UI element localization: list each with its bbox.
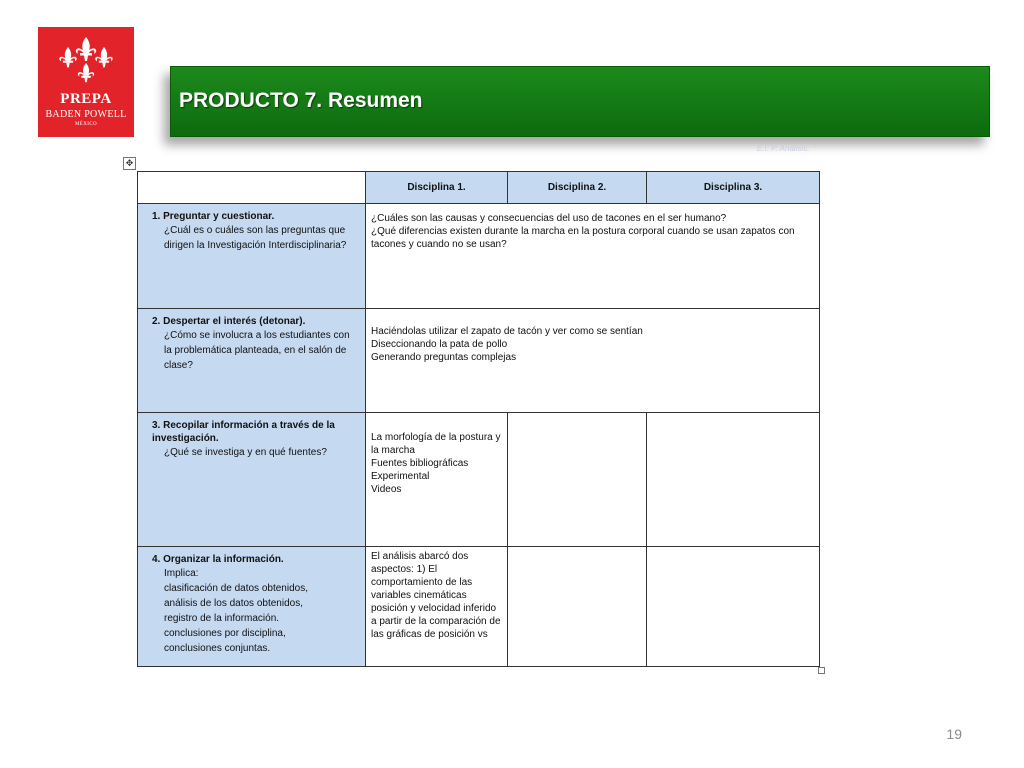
row-4-subtitle-line: clasificación de datos obtenidos,: [164, 583, 308, 594]
row-4-subtitle-line: Implica:: [164, 568, 199, 579]
header-disciplina-2: Disciplina 2.: [508, 172, 647, 204]
row-3-answer-disciplina-2[interactable]: [508, 413, 647, 547]
row-3-answer-disciplina-3[interactable]: [647, 413, 820, 547]
row-3-answer-line: Fuentes bibliográficas: [371, 458, 469, 469]
row-2-subtitle: ¿Cómo se involucra a los estudiantes con la problemática planteada, en el salón de clase?: [164, 330, 350, 371]
row-4-title: 4. Organizar la información.: [152, 554, 284, 565]
row-3-answer-line: La morfología de la postura y la marcha: [371, 432, 501, 456]
row-2-answer-line: Diseccionando la pata de pollo: [371, 339, 508, 350]
table-row: [138, 413, 820, 547]
row-4-answer-disciplina-3[interactable]: [647, 547, 820, 667]
school-logo: [38, 27, 134, 137]
table-resize-handle[interactable]: [818, 667, 825, 674]
row-4-answer-disciplina-2[interactable]: [508, 547, 647, 667]
row-4-answer-disciplina-1: [366, 547, 508, 667]
table-row: [138, 204, 820, 309]
logo-name: PREPA: [60, 91, 112, 107]
row-2-question: [138, 309, 366, 413]
table-header-row: [138, 172, 820, 204]
row-3-answer-line: Experimental: [371, 471, 430, 482]
row-3-title: 3. Recopilar información a través de la investigación.: [152, 420, 335, 444]
row-2-title: 2. Despertar el interés (detonar).: [152, 316, 306, 327]
row-4-subtitle-line: registro de la información.: [164, 613, 280, 624]
slide-title: PRODUCTO 7. Resumen: [179, 89, 423, 112]
row-2-answer-line: Haciéndolas utilizar el zapato de tacón y ver como se sentían: [371, 326, 643, 337]
row-3-answer-disciplina-1: [366, 413, 508, 547]
row-1-title: 1. Preguntar y cuestionar.: [152, 211, 275, 222]
faint-label: E.I. P. Análisis.: [757, 144, 810, 153]
fleur-de-lis-icon: [56, 33, 116, 89]
row-4-subtitle-line: conclusiones por disciplina,: [164, 628, 286, 639]
table-row: [138, 309, 820, 413]
row-3-answer-line: Videos: [371, 484, 402, 495]
row-3-question: [138, 413, 366, 547]
row-4-answer-line: El análisis abarcó dos aspectos: 1) El comportamiento de las variables cinemáticas posición y velocidad inferido a partir de la comparación de las gráficas de posición vs: [371, 551, 501, 640]
row-1-answer-line: ¿Qué diferencias existen durante la marcha en la postura corporal cuando se usan zapatos con tacones y cuando no se usan?: [371, 226, 795, 250]
title-banner: [170, 66, 990, 137]
row-2-answer-line: Generando preguntas complejas: [371, 352, 517, 363]
row-1-answer: [366, 204, 820, 309]
row-1-subtitle: ¿Cuál es o cuáles son las preguntas que dirigen la Investigación Interdisciplinaria?: [164, 225, 347, 251]
summary-table: [137, 171, 820, 667]
row-2-answer: [366, 309, 820, 413]
header-disciplina-1: Disciplina 1.: [366, 172, 508, 204]
row-1-question: [138, 204, 366, 309]
page-number: 19: [946, 726, 962, 742]
row-1-answer-line: ¿Cuáles son las causas y consecuencias del uso de tacones en el ser humano?: [371, 213, 727, 224]
row-4-subtitle-line: conclusiones conjuntas.: [164, 643, 271, 654]
row-4-question: [138, 547, 366, 667]
table-corner-cell: [138, 172, 366, 204]
table-row: [138, 547, 820, 667]
row-3-subtitle: ¿Qué se investiga y en qué fuentes?: [164, 447, 327, 458]
logo-subtitle: BADEN POWELL: [45, 109, 127, 120]
logo-location: MÉXICO: [74, 122, 98, 127]
header-disciplina-3: Disciplina 3.: [647, 172, 820, 204]
table-move-handle-icon[interactable]: ✥: [123, 157, 136, 170]
row-4-subtitle-line: análisis de los datos obtenidos,: [164, 598, 303, 609]
